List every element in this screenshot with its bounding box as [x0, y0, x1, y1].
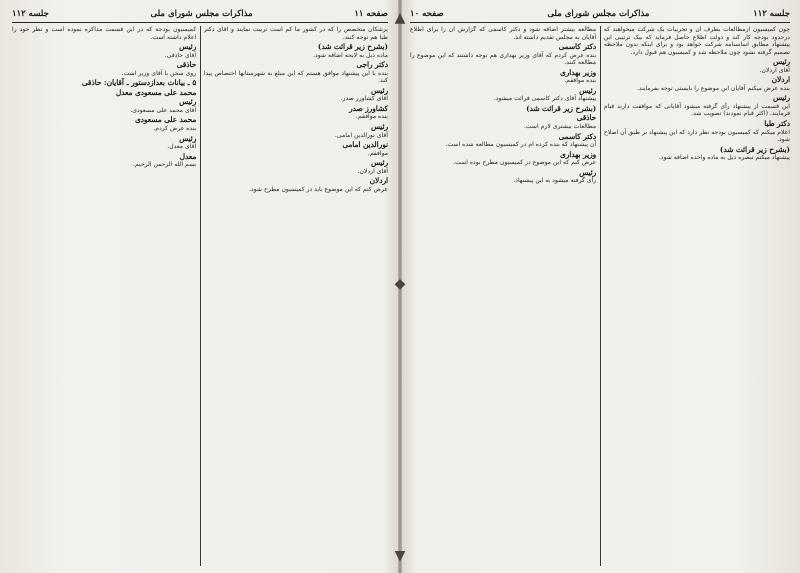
speaker-heading: رئیس: [179, 97, 197, 107]
speaker-heading: (بشرح زیر قرائت شد): [526, 103, 597, 113]
binding-arrow-top-icon: ▲: [394, 10, 406, 26]
speaker-heading: ۵ ـ بیانات بعدازدستور ـ آقایان: حاذقی: [81, 78, 197, 88]
speaker-heading: رئیس: [179, 42, 197, 52]
speaker-heading: محمد علی مسعودی معدل: [115, 87, 197, 97]
speaker-heading: رئیس: [579, 85, 597, 95]
speaker-heading: حاذقی: [176, 60, 197, 70]
speaker-heading: وزیر بهداری: [560, 67, 597, 77]
speaker-heading: اردلان: [771, 75, 790, 85]
paragraph: آقای نورالدین امامی.: [334, 131, 388, 139]
paragraph: موافقم.: [367, 149, 388, 157]
paragraph: ماده ذیل به لایحه اضافه شود.: [313, 51, 388, 59]
speaker-heading: رئیس: [772, 93, 790, 103]
speaker-heading: (بشرح زیر قرائت شد): [317, 42, 388, 52]
column-divider: [600, 26, 601, 566]
speaker-heading: حاذقی: [576, 113, 597, 123]
left-page-column-1: [204, 26, 388, 566]
left-session-number: جلسه ۱۱۲: [12, 9, 49, 19]
paragraph: پیشنهاد میکنم تبصره ذیل به ماده واحده اضافه شود.: [658, 154, 790, 162]
column-divider: [200, 26, 201, 566]
paragraph: آن پیشنهاد که بنده کرده ام در کمیسیون مطالعه شده است.: [445, 141, 597, 149]
speaker-heading: نورالدین امامی: [342, 140, 388, 150]
paragraph: بنده با این پیشنهاد موافق هستم که این مبلغ به شهرستانها اختصاص پیدا کند.: [203, 69, 388, 85]
paragraph: پیشنهاد آقای دکتر کاسمی قرائت میشود.: [493, 95, 597, 103]
paragraph: آقای اردلان.: [759, 66, 790, 74]
speaker-heading: دکتر کاسمی: [558, 42, 597, 52]
right-page-column-2: [410, 26, 596, 566]
paragraph: بنده عرض کردم که آقای وزیر بهداری هم توجه داشتند که این موضوع را مطالعه کنند.: [410, 51, 597, 67]
speaker-heading: رئیس: [772, 57, 790, 67]
speaker-heading: اردلان: [369, 176, 388, 186]
right-page-column-1: [604, 26, 790, 566]
speaker-heading: رئیس: [370, 158, 388, 168]
left-page-columns: [12, 26, 388, 566]
speaker-heading: رئیس: [179, 133, 197, 143]
left-page-column-2: [12, 26, 196, 566]
speaker-heading: دکتر طبا: [764, 119, 790, 129]
left-page-header: [12, 6, 388, 23]
paragraph: این قسمت از پیشنهاد رأی گرفته میشود آقایانی که موافقت دارند قیام فرمایند. (اکثر قیام نمودند) تصویب شد.: [603, 102, 790, 118]
paragraph: اعلام میکنم که کمیسیون بودجه نظر دارد که این پیشنهاد بر طبق آن اصلاح شود.: [603, 128, 790, 144]
paragraph: کمیسیون بودجه که در این قسمت مذاکره نموده است و نظر خود را اعلام داشته است.: [12, 26, 197, 41]
left-page-number: صفحه ۱۱: [354, 9, 388, 19]
paragraph: پزشکان متخصص را که در کشور ما کم است تربیت نمایند و آقای دکتر طبا هم توجه کنند.: [203, 26, 388, 41]
paragraph: آقای کشاورز صدر.: [340, 95, 388, 103]
speaker-heading: رئیس: [370, 85, 388, 95]
speaker-heading: معدل: [179, 151, 197, 161]
paragraph: عرض کنم که این موضوع باید در کمیسیون مطرح شود.: [249, 185, 388, 193]
speaker-heading: دکتر کاسمی: [558, 131, 597, 141]
right-page-number: صفحه ۱۰: [410, 9, 444, 19]
paragraph: چون کمیسیون ازمطالعات بطرف آن و تجربیات یک شرکت میخواهند که درحدود بودجه کار کند و دولت اطلاع حاصل فرماید که بیک ترتیبی این پیشنهاد مطابق اساسنامه شرکت خواهد بود و برای اینکه بدون ملاحظه تصمیم گرفته نشود چون ملاحظه شد و کمیسیون هم قبول دارد.: [603, 26, 790, 56]
right-page-header: [410, 6, 790, 23]
paragraph: آقای معدل.: [167, 143, 197, 151]
speaker-heading: رئیس: [579, 167, 597, 177]
speaker-heading: محمد علی مسعودی: [134, 115, 197, 125]
paragraph: آقای اردلان.: [357, 167, 388, 175]
paragraph: مطالعات بیشتری لازم است.: [524, 123, 597, 131]
paragraph: عرض کنم که این موضوع در کمیسیون مطرح بوده است.: [453, 159, 597, 167]
speaker-heading: رئیس: [370, 122, 388, 132]
speaker-heading: وزیر بهداری: [560, 149, 597, 159]
left-page: [12, 6, 388, 566]
right-page-columns: [410, 26, 790, 566]
left-journal-title: مذاکرات مجلس شورای ملی: [150, 9, 253, 19]
paragraph: آقای محمد علی مسعودی.: [130, 106, 197, 114]
binding-arrow-middle-icon: ◆: [394, 276, 406, 292]
binding-arrow-bottom-icon: ▼: [394, 548, 406, 564]
paragraph: بنده عرض میکنم آقایان این موضوع را بایستی توجه بفرمایند.: [636, 84, 790, 92]
right-session-number: جلسه ۱۱۲: [753, 9, 790, 19]
right-journal-title: مذاکرات مجلس شورای ملی: [547, 9, 650, 19]
paragraph: بنده موافقم.: [356, 113, 388, 121]
speaker-heading: دکتر راجی: [356, 60, 388, 70]
right-page: [410, 6, 790, 566]
speaker-heading: (بشرح زیر قرائت شد): [719, 144, 790, 154]
paragraph: روی سخن با آقای وزیر است.: [121, 69, 197, 77]
paragraph: بسم الله الرحمن الرحیم.: [133, 161, 197, 169]
paragraph: رأی گرفته میشود به این پیشنهاد.: [513, 177, 597, 185]
paragraph: مطالعه بیشتر اضافه شود و دکتر کاسمی که گزارش آن را برای اطلاع آقایان به مجلس تقدیم داشته اند.: [410, 26, 597, 41]
paragraph: بنده عرض کردم.: [153, 125, 197, 133]
speaker-heading: کشاورز صدر: [349, 103, 388, 113]
paragraph: آقای حاذقی.: [164, 51, 197, 59]
paragraph: بنده موافقم.: [564, 77, 597, 85]
